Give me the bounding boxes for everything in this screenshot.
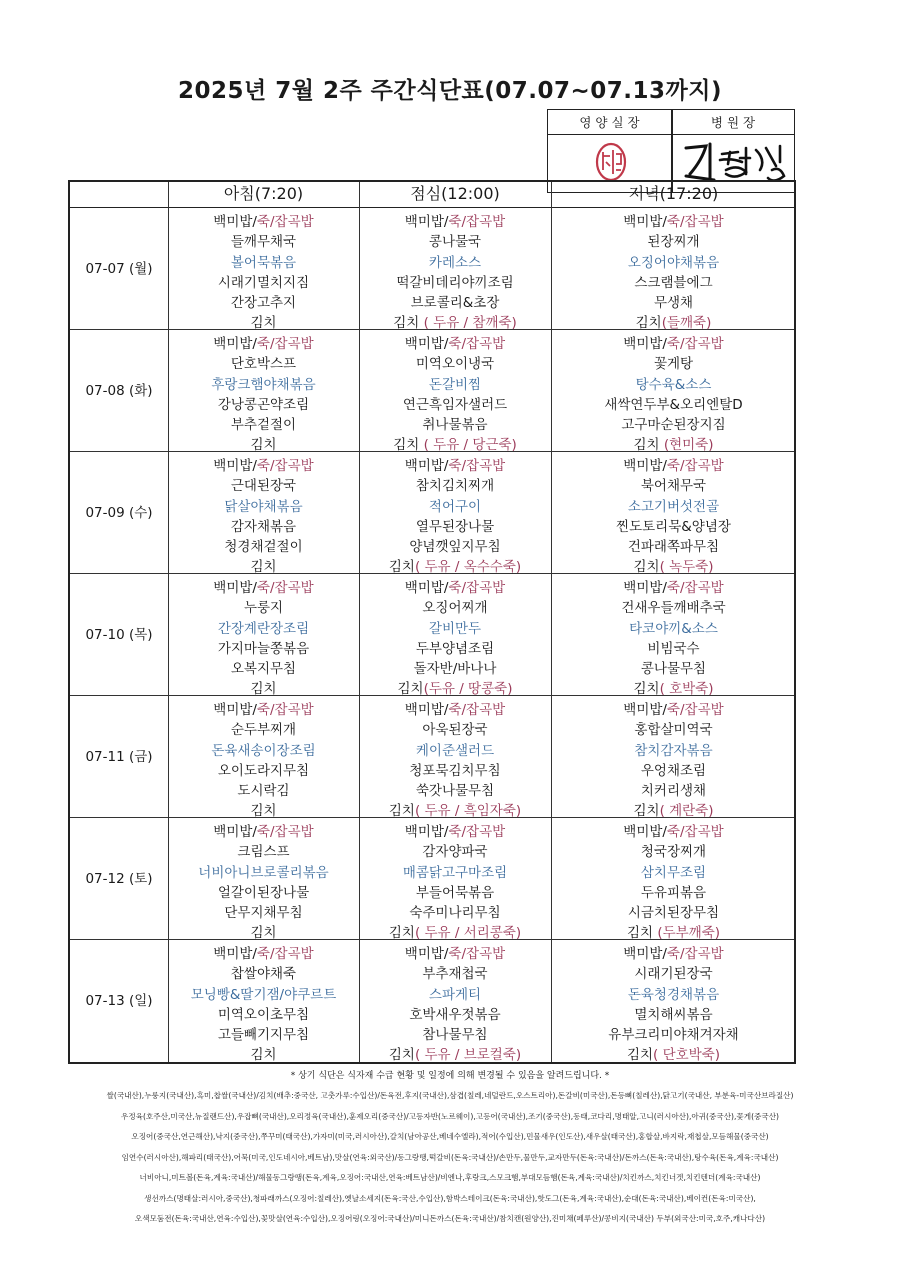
day-row [70, 452, 794, 574]
menu-item [551, 1045, 796, 1065]
day-date: 07-11 (금) [85, 749, 153, 765]
menu-item-main: 백미밥/ [213, 336, 257, 352]
menu-item: 누룽지 [243, 600, 284, 617]
menu-item [168, 822, 359, 842]
nutrition-chief-label: 영 양 실 장 [548, 110, 672, 135]
menu-item: 들깨무채국 [230, 234, 297, 251]
menu-item-porridge: 죽/잡곡밥 [448, 946, 506, 962]
menu-item-porridge: 죽/잡곡밥 [256, 214, 314, 230]
dinner-menu [551, 944, 796, 1066]
dinner-menu [551, 212, 796, 334]
menu-item: 감자양파국 [422, 844, 488, 861]
menu-item-porridge: 죽/잡곡밥 [256, 458, 314, 474]
menu-item-main: 백미밥/ [623, 336, 667, 352]
menu-item: 미역오이냉국 [415, 356, 495, 373]
menu-item-main: 백미밥/ [623, 580, 667, 596]
dinner-menu [551, 700, 796, 822]
menu-item-porridge: 죽/잡곡밥 [666, 824, 724, 840]
red-seal-stamp [594, 140, 628, 184]
menu-item: 떡갈비데리야끼조림 [396, 274, 514, 291]
menu-item [551, 456, 796, 476]
menu-item-main: 김치 [633, 559, 660, 576]
menu-item: 오복지무침 [230, 661, 297, 678]
menu-item-main: 백미밥/ [623, 214, 667, 230]
menu-item-main: 김치 [393, 437, 424, 454]
menu-item [359, 822, 551, 842]
origin-line: 임연수(러시아산),해파리(태국산),어묵(미국,인도네시아,베트남),맛살(연육:외국산)/동그랑땡,떡갈비(돈육:국내산)/손만두,물만두,교자만두(돈육:국내산)/돈까스(돈육:국내산),탕수육(돈육,계육:국내산) [121, 1152, 779, 1162]
column-header-dinner: 저녁(17:20) [628, 184, 719, 203]
menu-item [359, 456, 551, 476]
menu-item-main: 백미밥/ [404, 336, 449, 352]
menu-item: 크림스프 [237, 844, 290, 861]
menu-item: 단호박스프 [230, 356, 297, 373]
change-notice: * 상기 식단은 식자재 수급 현황 및 일정에 의해 변경될 수 있음을 알려드립니다. * [290, 1071, 610, 1081]
menu-item-porridge: 죽/잡곡밥 [666, 702, 724, 718]
menu-item: 홍합살미역국 [634, 722, 713, 739]
menu-item: 청포묵김치무침 [409, 762, 501, 779]
menu-item: 아욱된장국 [422, 722, 488, 739]
dinner-menu [551, 456, 796, 578]
menu-item-porridge: 죽/잡곡밥 [256, 824, 314, 840]
menu-item-porridge: 죽/잡곡밥 [666, 946, 724, 962]
menu-item: 숙주미나리무침 [409, 905, 501, 922]
lunch-menu [359, 212, 551, 334]
day-row [70, 574, 794, 696]
menu-item: 카레소스 [428, 254, 482, 271]
menu-item: 가지마늘쫑볶음 [217, 640, 310, 657]
menu-item: 건파래쪽파무침 [627, 539, 720, 556]
menu-item: 두부양념조림 [415, 640, 495, 657]
menu-item: 닭살야채볶음 [224, 498, 303, 515]
menu-item: 돈육새송이장조림 [211, 742, 316, 759]
origin-line: 오징어(중국산,연근해산),낙지(중국산),쭈꾸미(태국산),가자미(미국,러시아산),갈치(남아공산,베네수엘라),적어(수입산),민물새우(인도산),새우살(태국산),홍합살,바지락,재첩살,모듬해물(중국산) [131, 1132, 769, 1141]
menu-item [168, 700, 359, 720]
day-date: 07-12 (토) [85, 871, 153, 887]
day-date: 07-09 (수) [85, 505, 153, 521]
lunch-menu [359, 578, 551, 700]
menu-item: 시금치된장무침 [627, 905, 720, 922]
menu-item: 스크램블에그 [634, 274, 713, 291]
menu-item: 시래기된장국 [634, 966, 713, 983]
menu-item: 김치 [250, 437, 277, 454]
menu-item: 감자채볶음 [230, 518, 297, 535]
menu-item [168, 212, 359, 232]
menu-item: 열무된장나물 [415, 518, 495, 535]
menu-item: 적어구이 [428, 498, 482, 515]
menu-item [359, 212, 551, 232]
breakfast-menu [168, 944, 359, 1066]
menu-item: 돈육청경채볶음 [627, 986, 720, 1003]
menu-item-main: 김치 [388, 559, 415, 576]
menu-item: 부추겉절이 [230, 417, 297, 434]
menu-item: 시래기멸치지짐 [217, 274, 310, 291]
menu-item-main: 백미밥/ [404, 214, 449, 230]
origin-line: 너비아니,미트볼(돈육,계육:국내산)/해물동그랑땡(돈육,계육,오징어:국내산,연육:베트남산)/비엔나,후랑크,스모크햄,부대모듬햄(돈육,계육:국내산)/치킨까스,치킨너겟,치킨텐더(계육:국내산) [139, 1173, 761, 1182]
menu-item: 너비아니브로콜리볶음 [198, 864, 329, 881]
menu-item-porridge: 죽/잡곡밥 [666, 336, 724, 352]
menu-item-main: 백미밥/ [623, 702, 667, 718]
menu-item-porridge: (두부깨죽) [657, 925, 721, 942]
day-date: 07-07 (월) [85, 261, 153, 277]
breakfast-menu [168, 456, 359, 578]
menu-item-main: 백미밥/ [213, 824, 257, 840]
menu-item-main: 백미밥/ [623, 946, 667, 962]
day-row [70, 818, 794, 940]
menu-item: 청국장찌개 [640, 844, 707, 861]
menu-item-main: 김치 [388, 925, 415, 942]
menu-item: 김치 [250, 559, 277, 576]
menu-item [168, 944, 359, 964]
menu-item: 참치김치찌개 [415, 478, 495, 495]
menu-item: 소고기버섯전골 [627, 498, 720, 515]
origin-line: 우정육(호주산,미국산,뉴질랜드산),우잡뼈(국내산),오리정육(국내산),훈제오리(중국산)/고등자반(노르웨이),고등어(국내산),조기(중국산),동태,코다리,명태알,고니(러시아산),아귀(중국산),꽃게(중국산) [120, 1111, 780, 1121]
menu-item: 강낭콩곤약조림 [217, 396, 310, 413]
day-date: 07-08 (화) [85, 383, 153, 399]
menu-item [551, 578, 796, 598]
menu-item: 순두부찌개 [230, 722, 297, 739]
day-row [70, 696, 794, 818]
menu-item-porridge: 죽/잡곡밥 [256, 336, 314, 352]
menu-item-main: 김치 [633, 803, 660, 820]
menu-item: 김치 [250, 803, 277, 820]
menu-item: 새싹연두부&오리엔탈D [604, 396, 743, 413]
origin-info [70, 1086, 830, 1230]
menu-item: 고들빼기지무침 [217, 1027, 310, 1044]
menu-item: 돌자반/바나나 [413, 661, 497, 678]
menu-item: 근대된장국 [230, 478, 297, 495]
menu-item: 콩나물국 [428, 234, 482, 251]
menu-item: 김치 [250, 315, 277, 332]
menu-item: 쑥갓나물무침 [415, 783, 495, 800]
origin-line: 오색모둠전(돈육:국내산,연육:수입산),꽃맛살(연육:수입산),오징어링(오징어:국내산)/미니돈까스(돈육:국내산)/참치캔(원양산),진미채(페루산)/콩비지(국내산) 두부(외국산:미국,호주,캐나다산) [134, 1214, 766, 1223]
menu-item: 간장고추지 [230, 295, 297, 312]
menu-item-main: 김치 [633, 437, 664, 454]
menu-item-porridge: 죽/잡곡밥 [666, 458, 724, 474]
menu-item: 우엉채조림 [640, 762, 707, 779]
menu-item [359, 334, 551, 354]
dinner-menu [551, 334, 796, 456]
menu-item: 모닝빵&딸기잼/야쿠르트 [190, 986, 337, 1003]
menu-item-porridge: (들깨죽) [661, 315, 712, 332]
menu-item: 부들어묵볶음 [415, 884, 495, 901]
page-title: 2025년 7월 2주 주간식단표(07.07~07.13까지) [177, 78, 723, 104]
breakfast-menu [168, 700, 359, 822]
menu-item: 부추재첩국 [422, 966, 488, 983]
menu-item [551, 212, 796, 232]
menu-item-porridge: 죽/잡곡밥 [256, 946, 314, 962]
menu-item: 치커리생채 [640, 783, 707, 800]
menu-item: 스파게티 [428, 986, 482, 1003]
menu-item-main: 백미밥/ [404, 946, 449, 962]
menu-item-porridge: 죽/잡곡밥 [448, 458, 506, 474]
menu-item-porridge: ( 녹두죽) [659, 559, 714, 576]
day-date: 07-10 (목) [85, 627, 153, 643]
menu-item-main: 백미밥/ [404, 580, 449, 596]
menu-item-main: 백미밥/ [623, 458, 667, 474]
menu-item-porridge: ( 계란죽) [659, 803, 714, 820]
menu-item-main: 김치 [388, 1047, 415, 1064]
menu-item-main: 백미밥/ [404, 458, 449, 474]
menu-item-porridge: ( 두유 / 서리콩죽) [414, 925, 522, 942]
menu-item [359, 700, 551, 720]
menu-item-porridge: (현미죽) [663, 437, 714, 454]
lunch-menu [359, 334, 551, 456]
dinner-menu [551, 578, 796, 700]
menu-item-porridge: 죽/잡곡밥 [256, 702, 314, 718]
menu-item [551, 944, 796, 964]
menu-item: 유부크리미야채겨자채 [608, 1027, 739, 1044]
menu-item: 단무지채무침 [224, 905, 303, 922]
day-row [70, 940, 794, 1062]
menu-item-porridge: (두유 / 땅콩죽) [423, 681, 513, 698]
menu-item [168, 456, 359, 476]
breakfast-menu [168, 578, 359, 700]
menu-item: 고구마순된장지짐 [621, 417, 726, 434]
menu-item-porridge: ( 두유 / 브로컬죽) [414, 1047, 522, 1064]
menu-item: 참치감자볶음 [634, 742, 713, 759]
menu-body [70, 208, 794, 1062]
menu-item-porridge: ( 단호박죽) [653, 1047, 721, 1064]
menu-item: 꽃게탕 [653, 356, 694, 373]
menu-item: 미역오이초무침 [217, 1006, 310, 1023]
menu-item: 볼어묵볶음 [230, 254, 297, 271]
column-header-lunch: 점심(12:00) [410, 184, 500, 203]
menu-item [551, 334, 796, 354]
menu-item: 갈비만두 [428, 620, 482, 637]
menu-item: 오이도라지무침 [217, 762, 310, 779]
menu-item: 청경채겉절이 [224, 539, 303, 556]
menu-item-porridge: ( 호박죽) [659, 681, 714, 698]
menu-item-main: 김치 [633, 681, 660, 698]
menu-item-main: 백미밥/ [213, 580, 257, 596]
menu-item: 브로콜리&초장 [410, 295, 500, 312]
menu-item: 얼갈이된장나물 [217, 884, 310, 901]
menu-item [359, 578, 551, 598]
menu-item: 김치 [250, 1047, 277, 1064]
menu-item-porridge: 죽/잡곡밥 [448, 702, 506, 718]
menu-item: 타코야끼&소스 [629, 620, 718, 637]
menu-item: 멸치해씨볶음 [634, 1006, 713, 1023]
menu-item: 건새우들깨배추국 [621, 600, 726, 617]
menu-item: 두유피볶음 [640, 884, 707, 901]
day-date: 07-13 (일) [85, 993, 153, 1009]
menu-item: 비빔국수 [647, 640, 700, 657]
column-header-breakfast: 아침(7:20) [223, 184, 304, 203]
menu-item-main: 김치 [388, 803, 415, 820]
menu-item-porridge: 죽/잡곡밥 [448, 580, 506, 596]
breakfast-menu [168, 334, 359, 456]
menu-item: 오징어야채볶음 [627, 254, 720, 271]
menu-item-main: 김치 [626, 925, 658, 942]
menu-item: 매콤닭고구마조림 [402, 864, 508, 881]
lunch-menu [359, 700, 551, 822]
day-row [70, 330, 794, 452]
menu-item [359, 1045, 551, 1065]
lunch-menu [359, 944, 551, 1066]
menu-item-main: 백미밥/ [213, 702, 257, 718]
menu-item-porridge: 죽/잡곡밥 [448, 214, 506, 230]
menu-item: 오징어찌개 [422, 600, 488, 617]
menu-item [551, 700, 796, 720]
menu-item: 간장계란장조림 [217, 620, 310, 637]
menu-item: 탕수육&소스 [635, 376, 712, 393]
menu-item-porridge: 죽/잡곡밥 [448, 824, 506, 840]
menu-item: 찹쌀야채죽 [230, 966, 297, 983]
breakfast-menu [168, 822, 359, 944]
menu-item [168, 578, 359, 598]
menu-item: 콩나물무침 [640, 661, 707, 678]
menu-item [359, 944, 551, 964]
menu-item-main: 김치 [635, 315, 662, 332]
menu-item-main: 백미밥/ [404, 824, 449, 840]
menu-item: 참나물무침 [422, 1027, 488, 1044]
menu-item: 김치 [250, 681, 277, 698]
menu-item-porridge: 죽/잡곡밥 [666, 580, 724, 596]
menu-item-porridge: 죽/잡곡밥 [256, 580, 314, 596]
menu-item: 케이준샐러드 [415, 742, 495, 759]
menu-item-main: 백미밥/ [623, 824, 667, 840]
menu-item-main: 백미밥/ [213, 214, 257, 230]
dinner-menu [551, 822, 796, 944]
menu-item: 호박새우젓볶음 [409, 1006, 501, 1023]
menu-item-porridge: ( 두유 / 당근죽) [423, 437, 517, 454]
day-row [70, 208, 794, 330]
menu-item-main: 김치 [393, 315, 424, 332]
menu-item: 양념깻잎지무침 [409, 539, 501, 556]
menu-item: 무생채 [653, 295, 694, 312]
menu-item: 삼치무조림 [640, 864, 707, 881]
menu-item: 북어채무국 [640, 478, 707, 495]
menu-item: 찐도토리묵&양념장 [616, 518, 731, 535]
menu-item-porridge: ( 두유 / 참깨죽) [423, 315, 517, 332]
hospital-director-label: 병 원 장 [672, 110, 794, 135]
menu-item: 김치 [250, 925, 277, 942]
menu-item-main: 백미밥/ [213, 458, 257, 474]
origin-line: 생선까스(명태살:러시아,중국산),청파래까스(오징어:칠레산),옛날소세지(돈육:국산,수입산),함박스테이크(돈육:국내산),핫도그(돈육,계육:국내산),순대(돈육:국내산),베이컨(돈육:미국산), [144, 1193, 756, 1203]
menu-item: 취나물볶음 [422, 417, 488, 434]
menu-item: 돈갈비찜 [428, 376, 482, 393]
menu-item [551, 822, 796, 842]
origin-line: 쌀(국내산),누룽지(국내산),흑미,찹쌀(국내산)/김치(배추:중국산, 고춧가루:수입산)/돈육전,후지(국내산),삼겹(칠레,네덜란드,오스트리아),돈갈비(미국산),돈등뼈(칠레산),닭고기(국내산, 부분육-미국산브라질산) [106, 1091, 794, 1100]
menu-item: 연근흑임자샐러드 [402, 396, 508, 413]
menu-item-porridge: 죽/잡곡밥 [448, 336, 506, 352]
lunch-menu [359, 456, 551, 578]
menu-item-main: 백미밥/ [404, 702, 449, 718]
menu-item-porridge: ( 두유 / 흑임자죽) [414, 803, 522, 820]
breakfast-menu [168, 212, 359, 334]
menu-item-main: 김치 [397, 681, 424, 698]
menu-item-main: 백미밥/ [213, 946, 257, 962]
menu-item-porridge: 죽/잡곡밥 [666, 214, 724, 230]
weekly-menu-table [68, 180, 796, 1064]
menu-item: 된장찌개 [647, 234, 700, 251]
menu-header-row [70, 182, 794, 208]
menu-item: 후랑크햄야채볶음 [211, 376, 316, 393]
menu-item-main: 김치 [626, 1047, 654, 1064]
lunch-menu [359, 822, 551, 944]
menu-item: 도시락김 [237, 783, 290, 800]
menu-item-porridge: ( 두유 / 옥수수죽) [414, 559, 522, 576]
menu-item [168, 334, 359, 354]
